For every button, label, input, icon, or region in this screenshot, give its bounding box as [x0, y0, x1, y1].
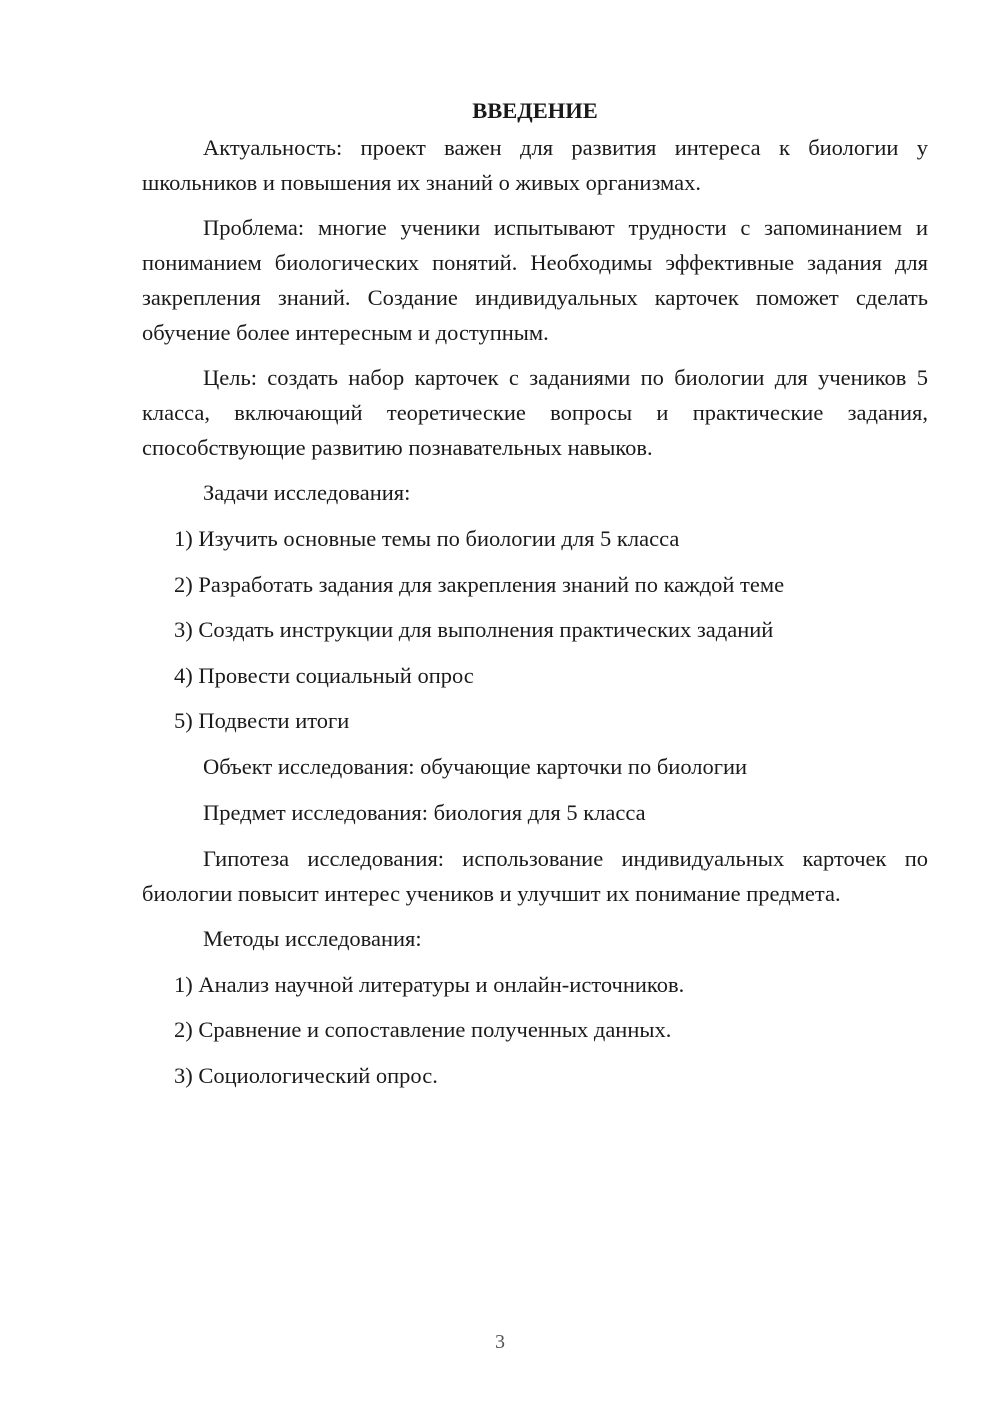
problem-paragraph: Проблема: многие ученики испытывают трудности с запоминанием и пониманием биологических понятий. Необходимы эффективные задания для закрепления знаний. Создание индивидуальных карточек поможет сделать обучение более интересным и доступным. — [142, 215, 928, 345]
tasks-label: Задачи исследования: — [203, 480, 411, 505]
list-item: 3) Создать инструкции для выполнения практических заданий — [174, 617, 774, 642]
relevance-paragraph: Актуальность: проект важен для развития интереса к биологии у школьников и повышения их знаний о живых организмах. — [142, 135, 928, 195]
section-heading: ВВЕДЕНИЕ — [472, 98, 598, 123]
goal-paragraph: Цель: создать набор карточек с заданиями по биологии для учеников 5 класса, включающий теоретические вопросы и практические задания, способствующие развитию познавательных навыков. — [142, 365, 928, 460]
list-item: 1) Изучить основные темы по биологии для 5 класса — [174, 526, 680, 551]
object-line: Объект исследования: обучающие карточки по биологии — [203, 753, 748, 779]
list-item: 2) Разработать задания для закрепления знаний по каждой теме — [174, 571, 785, 597]
tasks-list — [142, 521, 928, 738]
list-item: 2) Сравнение и сопоставление полученных данных. — [174, 1017, 672, 1042]
subject-line: Предмет исследования: биология для 5 класса — [203, 799, 646, 825]
page-number: 3 — [495, 1331, 505, 1353]
list-item: 3) Социологический опрос. — [174, 1062, 438, 1088]
hypothesis-paragraph: Гипотеза исследования: использование индивидуальных карточек по биологии повысит интерес учеников и улучшит их понимание предмета. — [142, 845, 928, 906]
document-page — [142, 96, 928, 1103]
list-item: 1) Анализ научной литературы и онлайн-источников. — [174, 971, 685, 997]
methods-list — [142, 967, 928, 1093]
methods-label: Методы исследования: — [203, 925, 422, 951]
list-item: 4) Провести социальный опрос — [174, 662, 474, 688]
list-item: 5) Подвести итоги — [174, 708, 350, 733]
